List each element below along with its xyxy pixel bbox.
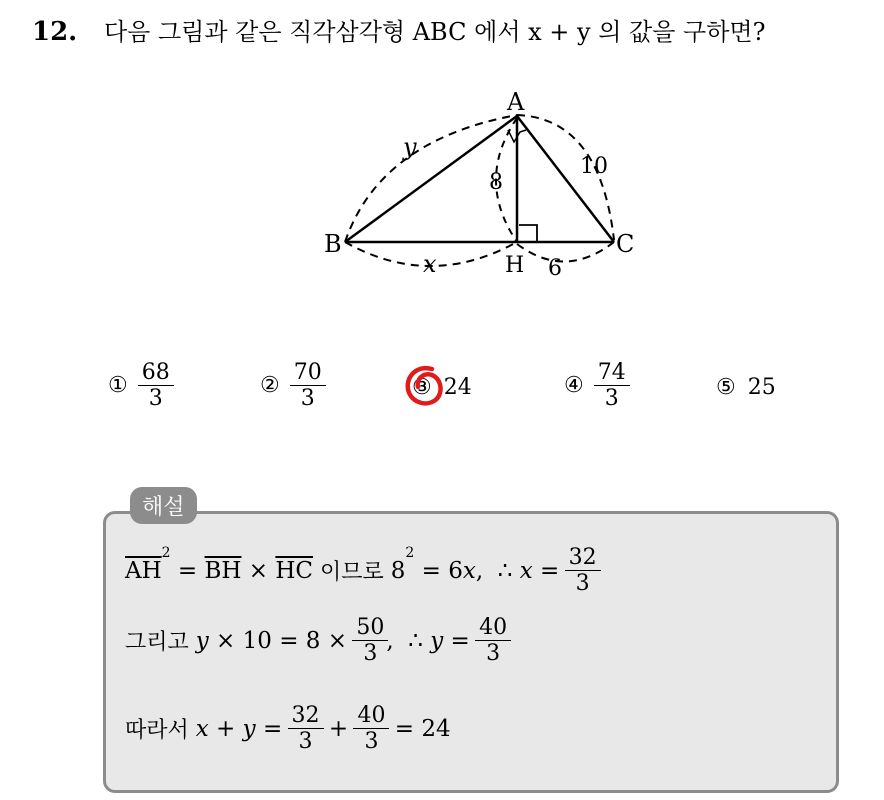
label-h: H bbox=[505, 253, 525, 278]
solution-line-1: $\overline{AH}$ $^2$ = $\overline{BH}$ × $\overline{HC}$ 이므로 8 $^2$ = 6 x , ∴ x = $\frac{32}{3}$ bbox=[125, 545, 599, 597]
arc-hc bbox=[517, 242, 614, 262]
choice-marker: ② bbox=[260, 373, 280, 399]
choice-2[interactable] bbox=[260, 360, 324, 412]
solution-line-3: 따라서 x + y = $\frac{32}{3}$ + $\frac{40}{3}$ = 24 bbox=[125, 703, 451, 755]
question-text: 다음 그림과 같은 직각삼각형 ABC 에서 x + y 의 값을 구하면? bbox=[104, 18, 766, 46]
label-ac: 10 bbox=[580, 154, 608, 179]
label-c: C bbox=[616, 230, 635, 258]
label-y: y bbox=[403, 133, 417, 161]
label-hc: 6 bbox=[548, 256, 562, 281]
label-x: x bbox=[423, 250, 437, 278]
choice-value: $\frac{70}{3}$ bbox=[292, 360, 324, 412]
choice-4[interactable] bbox=[564, 360, 628, 412]
solution-line-2: 그리고 y × 10 = 8 × $\frac{50}{3}$ , ∴ y = $\frac{40}{3}$ bbox=[125, 615, 509, 667]
side-ac bbox=[517, 116, 614, 242]
right-angle-mark bbox=[519, 225, 537, 242]
label-b: B bbox=[324, 230, 342, 258]
choice-marker: ① bbox=[108, 373, 128, 399]
solution-tag: 해설 bbox=[130, 487, 197, 524]
choice-marker: ⑤ bbox=[716, 375, 736, 400]
choice-5[interactable] bbox=[716, 375, 776, 400]
choice-value: $\frac{74}{3}$ bbox=[596, 360, 628, 412]
choice-value: 24 bbox=[443, 375, 472, 400]
label-a: A bbox=[507, 88, 525, 116]
triangle-figure bbox=[0, 0, 884, 300]
choice-value: $\frac{68}{3}$ bbox=[140, 360, 172, 412]
choice-marker: ③ bbox=[412, 375, 432, 400]
choice-1[interactable] bbox=[108, 360, 172, 412]
selected-answer-circle-icon bbox=[402, 363, 448, 409]
label-ah: 8 bbox=[489, 170, 503, 195]
choice-marker: ④ bbox=[564, 373, 584, 399]
choice-value: 25 bbox=[747, 375, 776, 400]
question-number: 12. bbox=[32, 17, 78, 47]
